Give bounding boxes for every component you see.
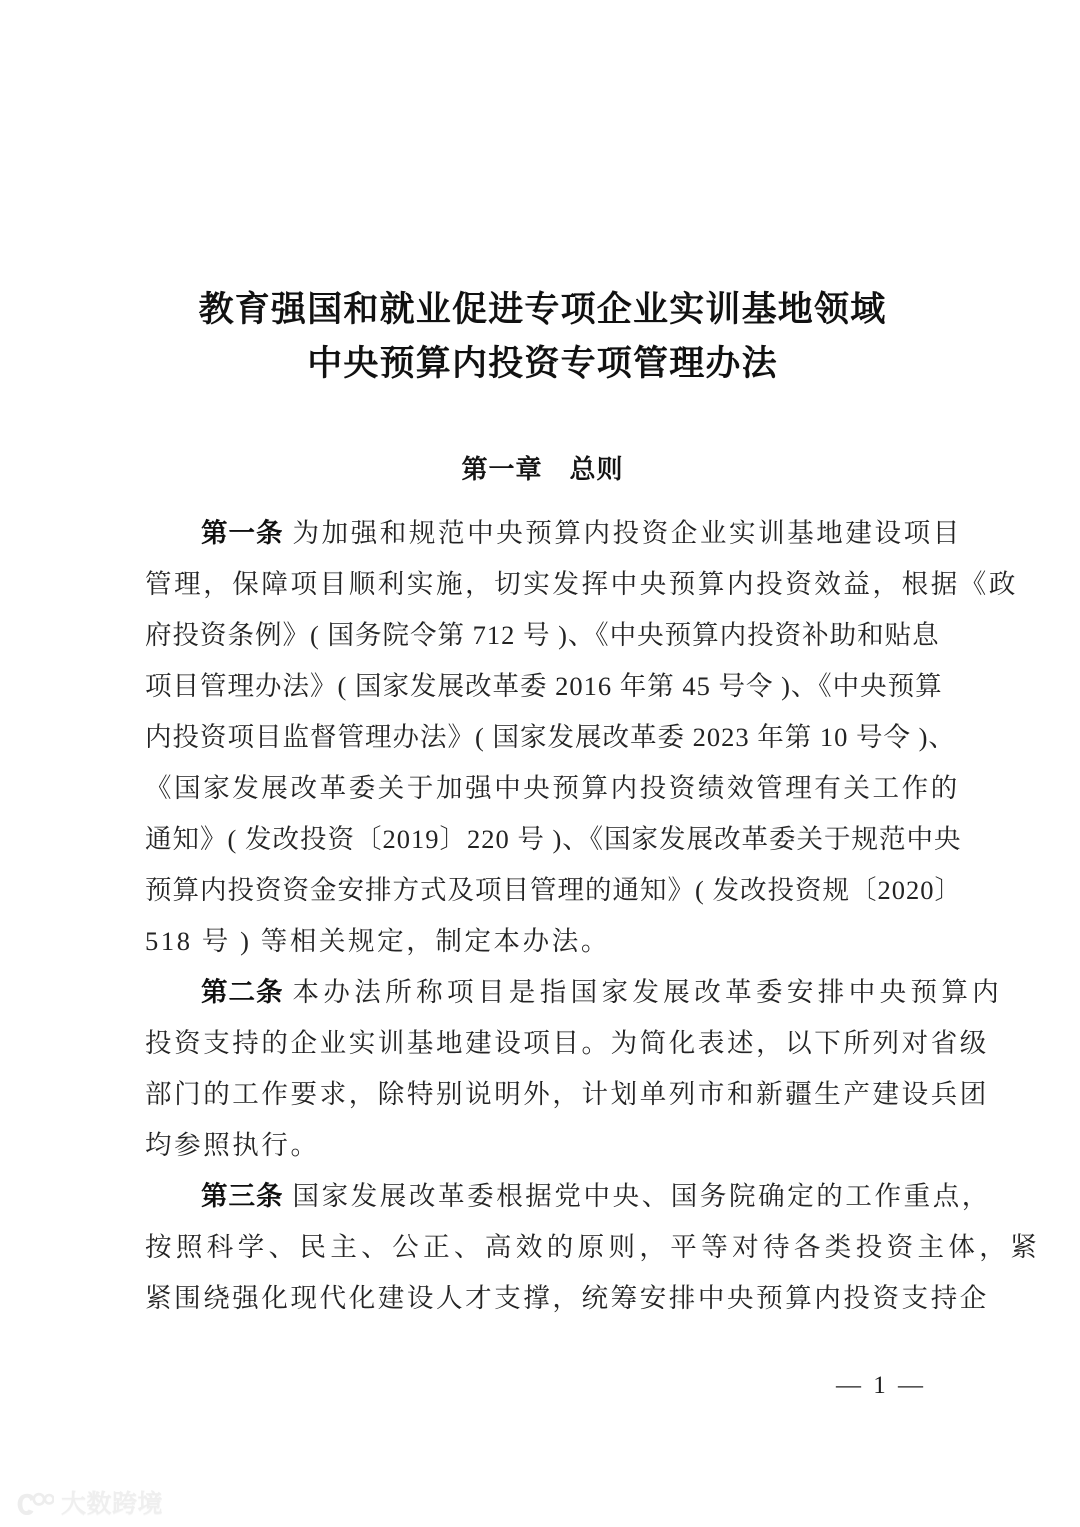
document-body [145, 508, 1042, 1324]
page-title [145, 283, 940, 391]
article-line: 《国家发展改革委关于加强中央预算内投资绩效管理有关工作的 [145, 773, 960, 803]
article-label: 第二条 [201, 977, 284, 1007]
article-line: 按照科学、民主、公正、高效的原则，平等对待各类投资主体，紧 [145, 1232, 1042, 1262]
article-line: 紧围绕强化现代化建设人才支撑，统筹安排中央预算内投资支持企 [145, 1283, 989, 1313]
article-first-line [145, 967, 1004, 1018]
article-paragraph [145, 508, 1018, 967]
article-line: 部门的工作要求，除特别说明外，计划单列市和新疆生产建设兵团 [145, 1079, 989, 1109]
title-line-2: 中央预算内投资专项管理办法 [307, 344, 778, 383]
article-line: 预算内投资资金安排方式及项目管理的通知》( 发改投资规〔2020〕 [145, 875, 962, 905]
page-number [0, 1372, 1080, 1400]
article-line-text: 为加强和规范中央预算内投资企业实训基地建设项目 [292, 518, 962, 548]
article-paragraph [145, 1171, 1042, 1324]
brand-logo-icon [16, 1489, 54, 1519]
watermark-text: 大数跨境 [61, 1489, 164, 1518]
chapter-heading: 第一章 总则 [461, 454, 624, 484]
article-first-line [145, 508, 962, 559]
title-line-1: 教育强国和就业促进专项企业实训基地领域 [198, 290, 887, 329]
article-label: 第三条 [201, 1181, 284, 1211]
article-line: 内投资项目监督管理办法》( 国家发展改革委 2023 年第 10 号令 )、 [145, 722, 956, 752]
article-line-text: 国家发展改革委根据党中央、国务院确定的工作重点， [292, 1181, 991, 1211]
article-line: 投资支持的企业实训基地建设项目。为简化表述，以下所列对省级 [145, 1028, 989, 1058]
article-line: 管理，保障项目顺利实施，切实发挥中央预算内投资效益，根据《政 [145, 569, 1018, 599]
article-line: 项目管理办法》( 国家发展改革委 2016 年第 45 号令 )、《中央预算 [145, 671, 943, 701]
article-line-text: 本办法所称项目是指国家发展改革委安排中央预算内 [292, 977, 1004, 1007]
article-line: 518 号 ) 等相关规定，制定本办法。 [145, 926, 610, 956]
watermark [16, 1489, 163, 1519]
article-paragraph [145, 967, 1004, 1171]
article-line: 均参照执行。 [145, 1130, 320, 1160]
page-number-value: — 1 — [836, 1372, 926, 1399]
article-label: 第一条 [201, 518, 284, 548]
article-first-line [145, 1171, 991, 1222]
article-line: 通知》( 发改投资〔2019〕220 号 )、《国家发展改革委关于规范中央 [145, 824, 962, 854]
article-line: 府投资条例》( 国务院令第 712 号 )、《中央预算内投资补助和贴息 [145, 620, 940, 650]
